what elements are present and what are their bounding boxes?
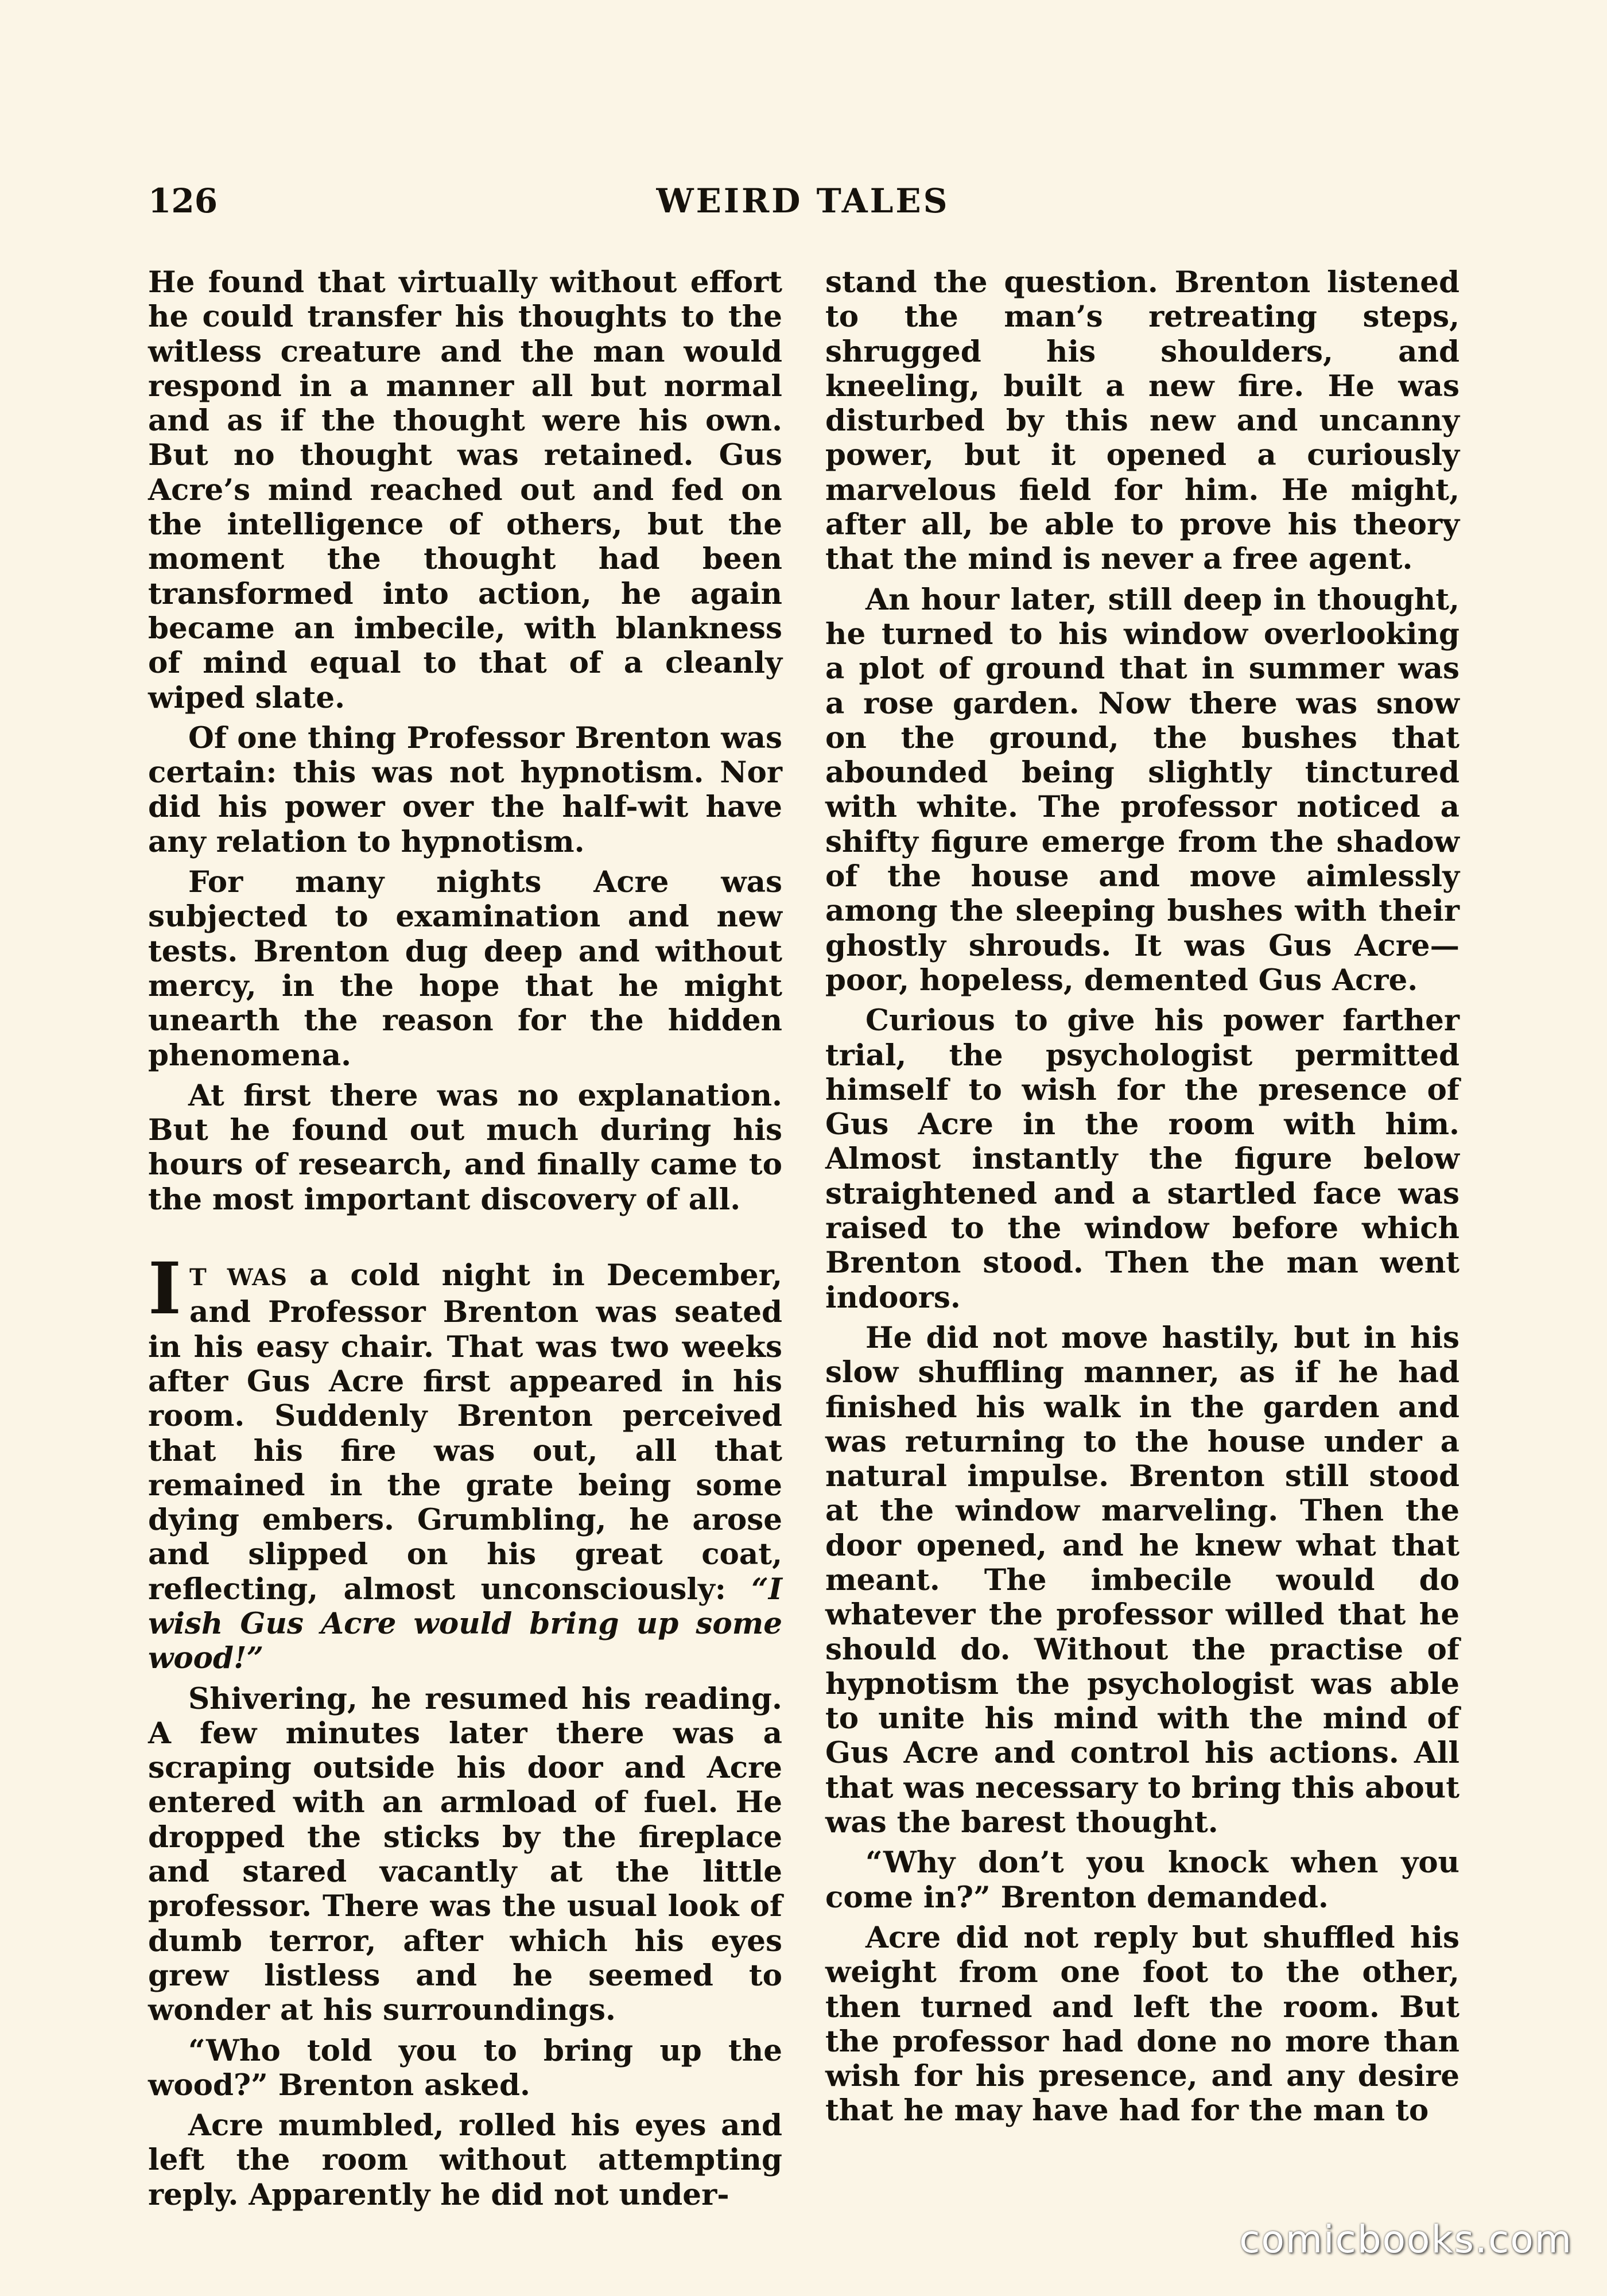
section-opening-paragraph	[148, 1247, 782, 1676]
right-column	[825, 265, 1460, 2128]
paragraph: At first there was no explanation. But he found out much during his hours of research, and finally came to the most important discovery of all.	[148, 1078, 782, 1217]
paragraph: stand the question. Brenton listened to the man’s retreating steps, shrugged his shoulders, and kneeling, built a new fire. He was disturbed by this new and uncanny power, but it opened a curiously marvelous field for him. He might, after all, be able to prove his theory that the mind is never a free agent.	[825, 265, 1460, 577]
site-watermark: comicbooks.com	[1239, 2217, 1573, 2262]
small-caps-lead: T WAS	[189, 1264, 288, 1292]
paragraph: He did not move hastily, but in his slow shuffling manner, as if he had finished his walk in the garden and was returning to the house under a natural impulse. Brenton still stood at the window marveling. Then the door opened, and he knew what that meant. The imbecile would do whatever the professor willed that he should do. Without the practise of hypnotism the psychologist was able to unite his mind with the mind of Gus Acre and control his actions. All that was necessary to bring this about was the barest thought.	[825, 1320, 1460, 1840]
paragraph: Of one thing Professor Brenton was certain: this was not hypnotism. Nor did his power over the half-wit have any relation to hypnotism.	[148, 720, 782, 859]
page-header	[148, 178, 1458, 224]
page-number: 126	[148, 181, 218, 220]
paragraph: He found that virtually without effort he could transfer his thoughts to the witless creature and the man would respond in a manner all but normal and as if the thought were his own. But no thought was retained. Gus Acre’s mind reached out and fed on the intelligence of others, but the moment the thought had been transformed into action, he again became an imbecile, with blankness of mind equal to that of a cleanly wiped slate.	[148, 265, 782, 715]
italic-quote: “I wish Gus Acre would bring up some wood!”	[148, 1572, 782, 1676]
left-column	[148, 265, 782, 2212]
paragraph-text: a cold night in December, and Professor Brenton was seated in his easy chair. That was two weeks after Gus Acre first appeared in his room. Suddenly Brenton perceived that his fire was out, all that remained in the grate being some dying embers. Grumbling, he arose and slipped on his great coat, reflecting, almost unconsciously:	[148, 1258, 782, 1607]
paragraph: Acre did not reply but shuffled his weight from one foot to the other, then turned and left the room. But the professor had done no more than wish for his presence, and any desire that he may have had for the man to	[825, 1920, 1460, 2128]
paragraph: For many nights Acre was subjected to examination and new tests. Brenton dug deep and without mercy, in the hope that he might unearth the reason for the hidden phenomena.	[148, 865, 782, 1073]
paragraph: An hour later, still deep in thought, he turned to his window overlooking a plot of ground that in summer was a rose garden. Now there was snow on the ground, the bushes that abounded being slightly tinctured with white. The professor noticed a shifty figure emerge from the shadow of the house and move aimlessly among the sleeping bushes with their ghostly shrouds. It was Gus Acre—poor, hopeless, demented Gus Acre.	[825, 582, 1460, 998]
running-title: WEIRD TALES	[656, 181, 950, 220]
paragraph: Acre mumbled, rolled his eyes and left the room without attempting reply. Apparently he did not under-	[148, 2108, 782, 2212]
paragraph: Curious to give his power farther trial, the psychologist permitted himself to wish for the presence of Gus Acre in the room with him. Almost instantly the figure below straightened and a startled face was raised to the window before which Brenton stood. Then the man went indoors.	[825, 1003, 1460, 1315]
paragraph: “Why don’t you knock when you come in?” Brenton demanded.	[825, 1845, 1460, 1915]
drop-cap: I	[148, 1247, 182, 1331]
paragraph: Shivering, he resumed his reading. A few minutes later there was a scraping outside his door and Acre entered with an armload of fuel. He dropped the sticks by the fireplace and stared vacantly at the little professor. There was the usual look of dumb terror, after which his eyes grew listless and he seemed to wonder at his surroundings.	[148, 1681, 782, 2028]
paragraph: “Who told you to bring up the wood?” Brenton asked.	[148, 2033, 782, 2103]
